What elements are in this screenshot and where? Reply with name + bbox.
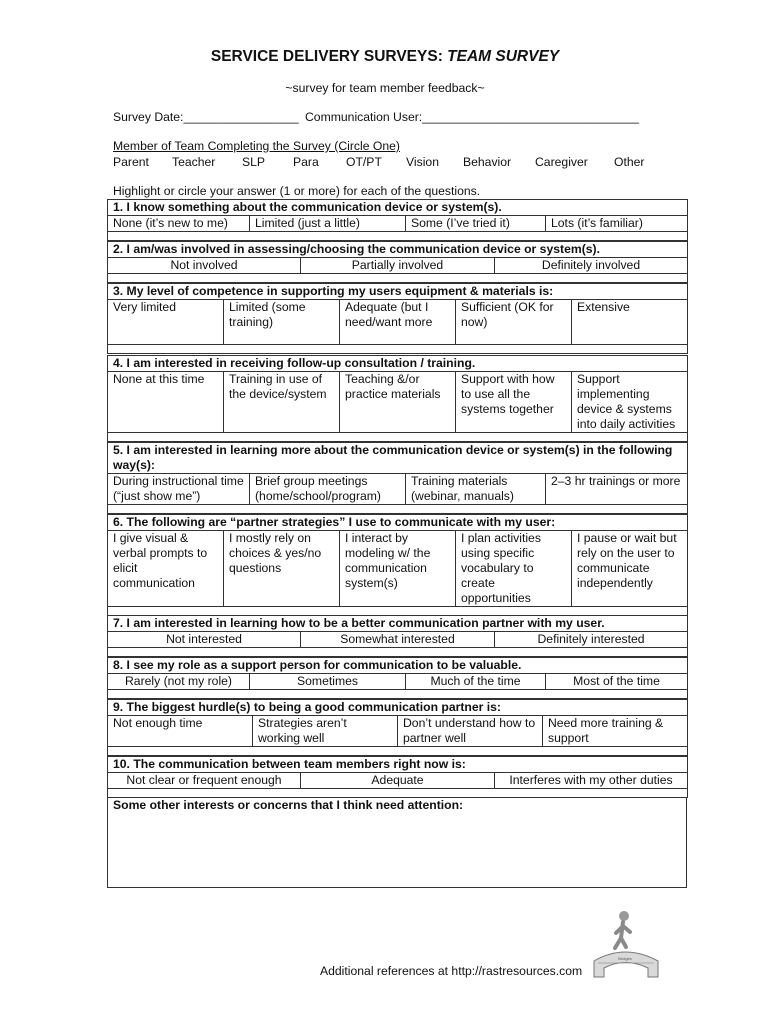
q2-option-not-involved[interactable]: Not involved xyxy=(108,258,301,274)
question-3 xyxy=(107,283,688,354)
q6-option-visual-prompts[interactable]: I give visual & verbal prompts to elicit communication xyxy=(108,531,224,607)
q6-option-choices[interactable]: I mostly rely on choices & yes/no questions xyxy=(224,531,340,607)
q9-option-more-training[interactable]: Need more training & support xyxy=(543,716,688,747)
survey-date-field[interactable]: Survey Date:_________________ xyxy=(113,110,299,124)
q7-option-not-interested[interactable]: Not interested xyxy=(108,632,301,648)
question-4 xyxy=(107,355,688,442)
question-9 xyxy=(107,699,688,756)
question-5-text: 5. I am interested in learning more about the communication device or system(s) in the following way(s): xyxy=(108,443,688,474)
page-title: SERVICE DELIVERY SURVEYS: TEAM SURVEY xyxy=(210,48,560,65)
q9-option-time[interactable]: Not enough time xyxy=(108,716,253,747)
q1-option-some[interactable]: Some (I’ve tried it) xyxy=(406,216,546,232)
concerns-section xyxy=(107,797,687,888)
q7-option-definitely[interactable]: Definitely interested xyxy=(495,632,688,648)
q9-option-strategies[interactable]: Strategies aren’t working well xyxy=(253,716,398,747)
question-4-text: 4. I am interested in receiving follow-up consultation / training. xyxy=(108,356,688,372)
q4-option-support-how[interactable]: Support with how to use all the systems together xyxy=(456,372,572,433)
q1-option-lots[interactable]: Lots (it’s familiar) xyxy=(546,216,688,232)
bridge-walker-logo xyxy=(592,905,662,983)
q4-option-training[interactable]: Training in use of the device/system xyxy=(224,372,340,433)
page-subtitle: ~survey for team member feedback~ xyxy=(285,81,485,95)
q3-option-limited[interactable]: Limited (some training) xyxy=(224,300,340,345)
q8-option-most[interactable]: Most of the time xyxy=(546,674,688,690)
q9-option-understand[interactable]: Don’t understand how to partner well xyxy=(398,716,543,747)
q4-option-support-implementing[interactable]: Support implementing device & systems into daily activities xyxy=(572,372,688,433)
q10-option-adequate[interactable]: Adequate xyxy=(301,773,495,789)
q3-option-sufficient[interactable]: Sufficient (OK for now) xyxy=(456,300,572,345)
q8-option-sometimes[interactable]: Sometimes xyxy=(250,674,406,690)
q4-option-teaching[interactable]: Teaching &/or practice materials xyxy=(340,372,456,433)
q2-option-definitely[interactable]: Definitely involved xyxy=(495,258,688,274)
spacer-row xyxy=(108,433,688,442)
q7-option-somewhat[interactable]: Somewhat interested xyxy=(301,632,495,648)
instructions: Highlight or circle your answer (1 or more) for each of the questions. xyxy=(113,184,481,198)
member-option-other[interactable]: Other xyxy=(614,155,645,169)
spacer-row xyxy=(108,345,688,354)
spacer-row xyxy=(108,690,688,699)
q6-option-modeling[interactable]: I interact by modeling w/ the communication system(s) xyxy=(340,531,456,607)
question-10-text: 10. The communication between team members right now is: xyxy=(108,757,688,773)
concerns-textarea[interactable]: Some other interests or concerns that I think need attention: xyxy=(108,798,687,888)
question-6 xyxy=(107,514,688,616)
question-7 xyxy=(107,615,688,657)
spacer-row xyxy=(108,648,688,657)
member-option-teacher[interactable]: Teacher xyxy=(172,155,216,169)
q8-option-much[interactable]: Much of the time xyxy=(406,674,546,690)
spacer-row xyxy=(108,274,688,283)
question-8 xyxy=(107,657,688,699)
person-head xyxy=(619,911,629,921)
q6-option-pause-wait[interactable]: I pause or wait but rely on the user to communicate independently xyxy=(572,531,688,607)
person-icon xyxy=(615,922,630,948)
question-7-text: 7. I am interested in learning how to be a better communication partner with my user. xyxy=(108,616,688,632)
q4-option-none[interactable]: None at this time xyxy=(108,372,224,433)
q2-option-partially[interactable]: Partially involved xyxy=(301,258,495,274)
logo-text: Bridges xyxy=(618,956,632,961)
question-2 xyxy=(107,241,688,283)
spacer-row xyxy=(108,505,688,514)
member-option-caregiver[interactable]: Caregiver xyxy=(535,155,588,169)
question-5 xyxy=(107,442,688,514)
member-option-parent[interactable]: Parent xyxy=(113,155,149,169)
member-option-vision[interactable]: Vision xyxy=(406,155,439,169)
spacer-row xyxy=(108,747,688,756)
q10-option-not-clear[interactable]: Not clear or frequent enough xyxy=(108,773,301,789)
q5-option-trainings[interactable]: 2–3 hr trainings or more xyxy=(546,474,688,505)
q6-option-plan-activities[interactable]: I plan activities using specific vocabulary to create opportunities xyxy=(456,531,572,607)
q1-option-limited[interactable]: Limited (just a little) xyxy=(250,216,406,232)
question-9-text: 9. The biggest hurdle(s) to being a good communication partner is: xyxy=(108,700,688,716)
q5-option-training-materials[interactable]: Training materials (webinar, manuals) xyxy=(406,474,546,505)
member-option-slp[interactable]: SLP xyxy=(242,155,266,169)
question-2-text: 2. I am/was involved in assessing/choosing the communication device or system(s). xyxy=(108,242,688,258)
question-6-text: 6. The following are “partner strategies” I use to communicate with my user: xyxy=(108,515,688,531)
q5-option-group-meetings[interactable]: Brief group meetings (home/school/program) xyxy=(250,474,406,505)
question-1-text: 1. I know something about the communication device or system(s). xyxy=(108,200,688,216)
member-heading: Member of Team Completing the Survey (Circle One) xyxy=(113,139,400,153)
member-option-otpt[interactable]: OT/PT xyxy=(346,155,382,169)
question-10 xyxy=(107,756,688,798)
q8-option-rarely[interactable]: Rarely (not my role) xyxy=(108,674,250,690)
q3-option-very-limited[interactable]: Very limited xyxy=(108,300,224,345)
member-option-para[interactable]: Para xyxy=(293,155,319,169)
footer-reference: Additional references at http://rastresources.com xyxy=(320,964,583,978)
q3-option-extensive[interactable]: Extensive xyxy=(572,300,688,345)
q1-option-none[interactable]: None (it’s new to me) xyxy=(108,216,250,232)
spacer-row xyxy=(108,232,688,241)
member-option-behavior[interactable]: Behavior xyxy=(463,155,512,169)
question-1 xyxy=(107,199,688,241)
q5-option-instructional[interactable]: During instructional time (“just show me”) xyxy=(108,474,250,505)
communication-user-field[interactable]: Communication User:________________________________ xyxy=(305,110,640,124)
q10-option-interferes[interactable]: Interferes with my other duties xyxy=(495,773,688,789)
question-8-text: 8. I see my role as a support person for communication to be valuable. xyxy=(108,658,688,674)
q3-option-adequate[interactable]: Adequate (but I need/want more xyxy=(340,300,456,345)
question-3-text: 3. My level of competence in supporting my users equipment & materials is: xyxy=(108,284,688,300)
